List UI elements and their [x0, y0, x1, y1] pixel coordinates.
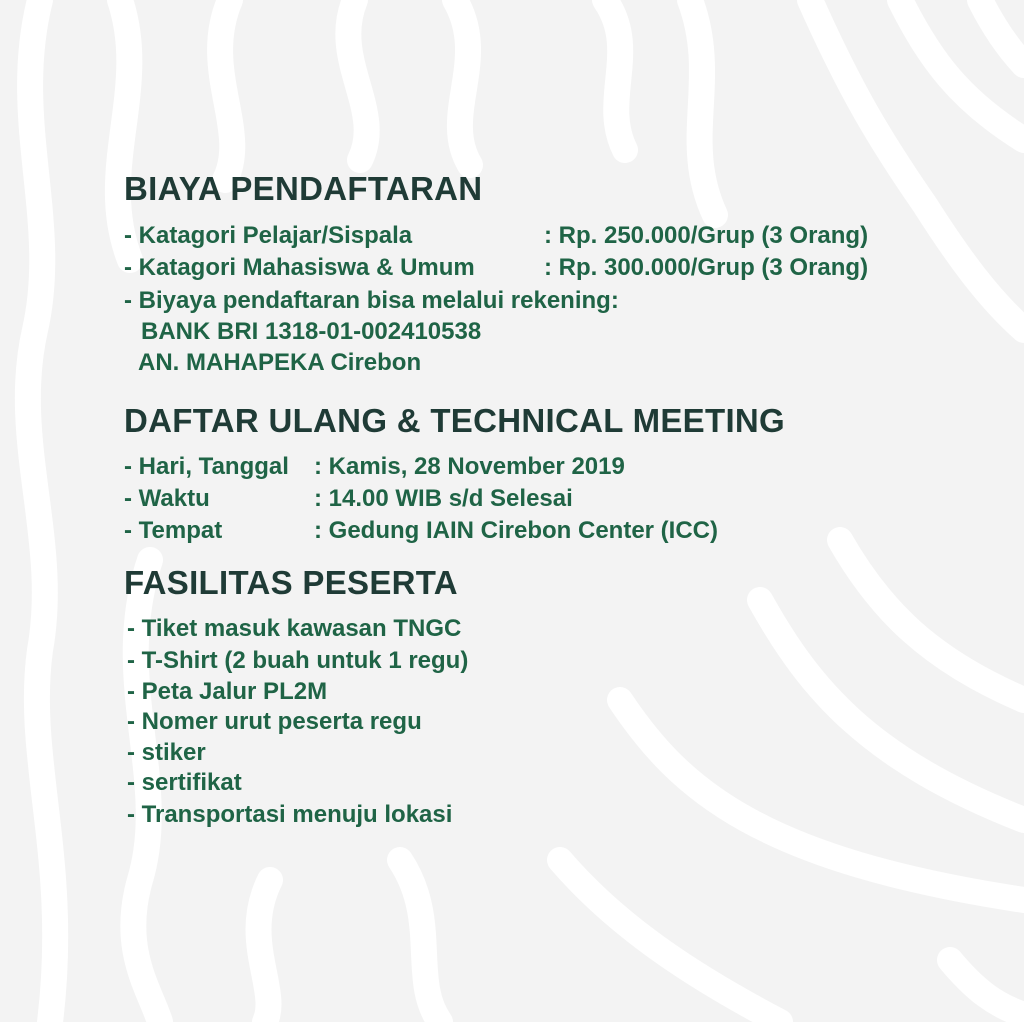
list-item: - Nomer urut peserta regu [127, 708, 422, 735]
list-item: - stiker [127, 739, 206, 766]
rekening-note: - Biyaya pendaftaran bisa melalui rekening: [124, 287, 619, 314]
item-value: : Gedung IAIN Cirebon Center (ICC) [314, 517, 718, 544]
list-item: - Tiket masuk kawasan TNGC [127, 615, 462, 642]
item-value: : 14.00 WIB s/d Selesai [314, 485, 573, 512]
heading-biaya-pendaftaran: BIAYA PENDAFTARAN [124, 170, 483, 207]
list-item: - sertifikat [127, 769, 242, 796]
bank-account-name: AN. MAHAPEKA Cirebon [138, 349, 422, 376]
list-item: - Peta Jalur PL2M [127, 678, 328, 705]
item-value: : Rp. 250.000/Grup (3 Orang) [544, 222, 869, 249]
list-item: - T-Shirt (2 buah untuk 1 regu) [127, 647, 469, 674]
item-value: : Kamis, 28 November 2019 [314, 453, 625, 480]
bank-account-number: BANK BRI 1318-01-002410538 [141, 318, 482, 345]
item-label: - Katagori Mahasiswa & Umum [124, 254, 475, 281]
item-label: - Hari, Tanggal [124, 453, 289, 480]
item-label: - Tempat [124, 517, 223, 544]
heading-daftar-ulang: DAFTAR ULANG & TECHNICAL MEETING [124, 402, 786, 439]
item-label: - Waktu [124, 485, 210, 512]
list-item: - Transportasi menuju lokasi [127, 801, 453, 828]
heading-fasilitas-peserta: FASILITAS PESERTA [124, 564, 458, 601]
item-value: : Rp. 300.000/Grup (3 Orang) [544, 254, 869, 281]
item-label: - Katagori Pelajar/Sispala [124, 222, 413, 249]
